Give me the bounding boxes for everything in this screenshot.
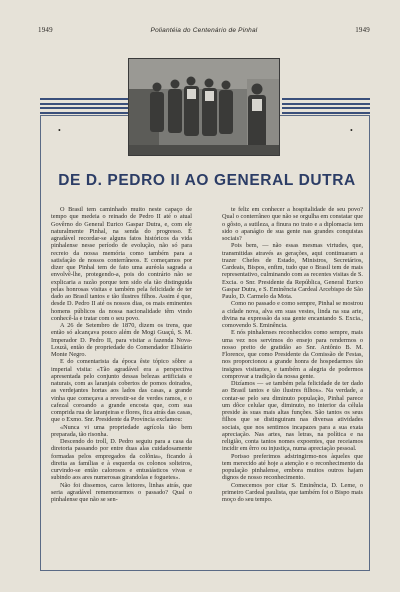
- paragraph: Comecemos por citar S. Eminência, D. Leme, o primeiro Cardeal paulista, que também foi o Bispo mais moço do seu tempo.: [222, 481, 363, 503]
- running-head: [38, 26, 370, 38]
- paragraph: O Brasil tem caminhado muito neste capaço de tempo que medeia o reinado de Pedro II até o atual Govêrno do General Eurico Gaspar Dutra, e, com ele naturalmente Pinhal, na senda do progresso. É agradável recordar-se alguns fatos históricos da vida pinhalense nesse período de evolução, não só para recreio da nossa memória como também para a satisfação de nossos conterrâneos. E começamos por dizer que Pinhal tem de fato uma auréola sagrada a envolvê-lhe, protegendo-a, pois do contrário não se explicaria a razão porque tem sido ela tão distinguida pelas honrosas visitas e também pela felicidade de ter dado ao Brasil tantos e tão ilustres filhos. Assim é que, desde D. Pedro II até os nossos dias, os mais eminentes homens públicos da nossa nacionalidade têm vindo conhecê-la e tratar com o seu povo.: [51, 206, 192, 322]
- paragraph: A 26 de Setembro de 1870, dizem os trens, que então só alcançava pouco além de Mogi Guaçú, S. M. Imperador D. Pedro II, para visitar a fazenda Nova-Louzã, então de propriedade do Comendador Elisiário Monte Negro.: [51, 322, 192, 358]
- paragraph: Não foi dissemos, caros leitores, linhas atrás, que seria agradável rememorarmos o passado? Qual o pinhalense que não se sen-: [51, 481, 192, 503]
- paragraph: te feliz em conhecer a hospitalidade de seu povo? Qual o conterrâneo que não se orgulha em constatar que o gôsto, a sutileza, a finura no trato e a diplomacia tem sido o apanágio de sua gente nas grandes conquistas sociais?: [222, 206, 363, 242]
- publication-title: Poliantéia do Centenário de Pinhal: [150, 27, 258, 34]
- group-photo: [128, 58, 280, 156]
- article-column-right: [222, 206, 363, 558]
- paragraph: «Nunca vi uma propriedade agrícola tão bem preparada, tão risonha.: [51, 423, 192, 438]
- paragraph: Como no passado e como sempre, Pinhal se mostrou a cidade nova, alva em suas vestes, linda na sua arte, divina na expressão da sua gente encantando S. Excia., comovendo S. Eminência.: [222, 300, 363, 329]
- group-photo-icon: [129, 59, 280, 156]
- article-headline: DE D. PEDRO II AO GENERAL DUTRA: [58, 172, 356, 189]
- decorative-stripes-left: [40, 98, 128, 114]
- paragraph: E nós pinhalenses reconhecidos como sempre, mais uma vez nos servimos do ensejo para rendermos o nosso preito de gratidão ao Snr. Antônio B. M. Florence, que como Presidente da Comissão de Festas, nos proporcionou a grande honra de hospedarmos tão insignes visitantes, e também a alegria de podermos comprovar a tradição da nossa gente.: [222, 329, 363, 380]
- paragraph: Pois bem, — não essas mesmas virtudes, que, transmitidas através as gerações, aqui continuaram a trazer Chefes de Estado, Ministros, Secretários, Cardeais, Bispos, enfim, tudo que o Brasil tem de mais representativo, culminando com as recentes visitas de S. Excia. o Snr. Presidente da República, General Eurico Gaspar Dutra, e S. Eminência Cardeal Arcebispo de São Paulo, D. Carmelo da Mota.: [222, 242, 363, 300]
- paragraph: Descendo do troll, D. Pedro seguiu para a casa da diretoria passando por entre duas alas cuidadosamente formadas pelos empregados da colônia», ficando à direita as famílias e à esquerda os colonos solteiros, curvindo-se então calorosos e entusiásticos vivas e subindo aos ares numerosas girandolas e foguetes».: [51, 438, 192, 482]
- decorative-stripes-right: [282, 98, 370, 114]
- paragraph: Porisso preferimos adstringirmo-nos àqueles que tem merecido até hoje a atenção e o reconhecimento da população pinhalense, embora muitos outros hajam dignos de nosso reconhecimento.: [222, 452, 363, 482]
- paragraph: Dizíamos — «e também pela felicidade de ter dado ao Brasil tantos e tão ilustres filhos». Na verdade, a contar-se pelo seu diminuto população, Pinhal parece um dôce celular que, diminuto, no interior da célula preside às suas mais altas funções. São tantos os seus filhos que se distinguiram nas diversas atividades sociais, que nos sentimos incapazes para a sua exata apreciação. Nas artes, nas letras, na política e na religião, conta tantos nomes expoentes, que receiamos incidir em êrro ou injustiça, numa apreciação pessoal.: [222, 380, 363, 453]
- paragraph: E do comentarista da época êste tópico sôbre a imperial visita: «Tão agradável era a perspectiva apresentada pelo conjunto dessas belezas artificiais e naturais, com as laranjais cobertos de pomos doirados, as verdejantes hortas aos lados das casas, a grande vinha que começava a revestir-se de verdes ramos, e o cafezal coroando a grande encosta que, com sua comprida rua de laranjeiras e flores, fica atrás das casas, que o Exmo. Snr. Presidente da Província exclamou:: [51, 358, 192, 424]
- page-number-left: 1949: [38, 26, 53, 34]
- page-number-right: 1949: [355, 26, 370, 34]
- ornament-dots-right: •: [350, 126, 357, 135]
- ornament-dots-left: •: [58, 126, 65, 135]
- article-column-left: [51, 206, 192, 558]
